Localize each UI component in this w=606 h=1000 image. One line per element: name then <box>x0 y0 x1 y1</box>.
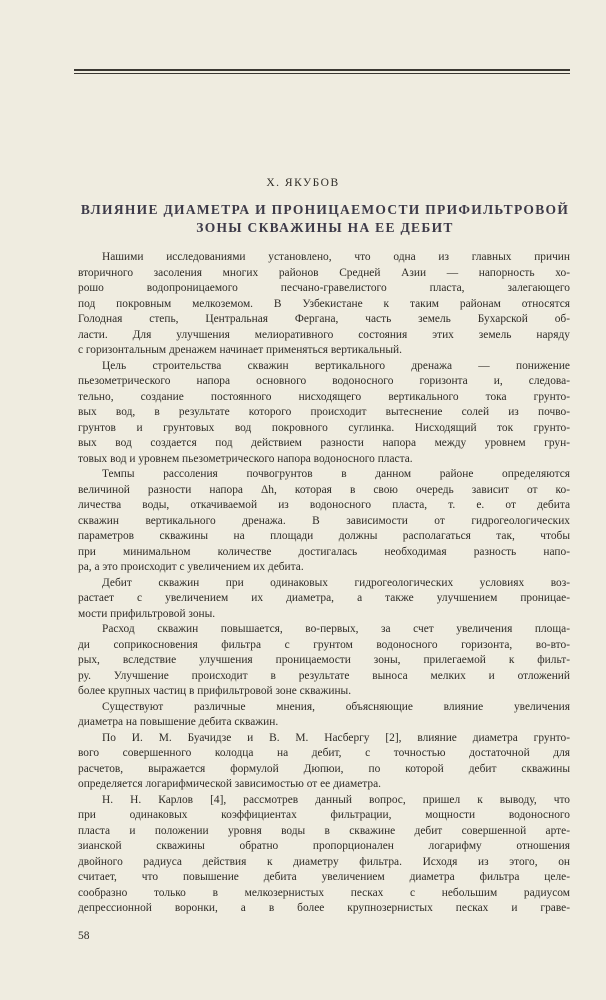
text-line: ра, а это происходит с увеличением их дебита. <box>78 561 304 573</box>
text-line: вого совершенного колодца на дебит, с точностью достаточной для <box>78 747 570 759</box>
text-line: По И. М. Буачидзе и В. М. Насбергу [2], влияние диаметра грунто- <box>102 731 570 744</box>
title-line: ВЛИЯНИЕ ДИАМЕТРА И ПРОНИЦАЕМОСТИ ПРИФИЛЬТРОВОЙ <box>80 202 570 217</box>
text-line: расчетов, выражается формулой Дюпюи, по которой дебит скважины <box>78 762 570 775</box>
text-line: тельно, создание постоянного нисходящего вертикального тока грунто- <box>78 390 570 403</box>
text-line: вых вод создается под действием разности напора между уровнем грун- <box>78 437 570 449</box>
text-line: определяется логарифмической зависимостью от ее диаметра. <box>78 778 381 790</box>
text-line: пласта и положении уровня воды в скважине дебит совершенной арте- <box>78 824 570 837</box>
text-line: личества воды, откачиваемой из водоносного пласта, т. е. от дебита <box>78 499 570 511</box>
text-line: зианской скважины обратно пропорционален логарифму отношения <box>78 840 570 852</box>
text-line: грунтов и грунтовых вод покровного суглинка. Нисходящий ток грунто- <box>78 421 570 434</box>
text-line: с горизонтальным дренажем начинает применяться вертикальный. <box>78 344 402 356</box>
text-line: товых вод и уровнем пьезометрического напора водоносного пласта. <box>78 452 413 465</box>
text-line: Н. Н. Карлов [4], рассмотрев данный вопрос, пришел к выводу, что <box>102 793 570 806</box>
text-line: рых, вследствие улучшения проницаемости зоны, прилегаемой к фильт- <box>78 654 570 666</box>
text-line: Существуют различные мнения, объясняющие влияние увеличения <box>102 700 570 713</box>
article-author: Х. ЯКУБОВ <box>266 177 340 189</box>
text-line: мости прифильтровой зоны. <box>78 607 216 620</box>
text-line: растает с увеличением их диаметра, а также улучшением проницае- <box>78 592 570 604</box>
text-line: сообразно только в мелкозернистых песках с небольшим радиусом <box>78 886 570 899</box>
page-number: 58 <box>78 930 90 942</box>
text-line: вых вод, в результате которого происходит вытеснение солей из почво- <box>78 406 570 418</box>
text-line: скважин вертикального дренажа. В зависимости от гидрогеологических <box>78 514 570 527</box>
text-line: величиной разности напора Δh, которая в свою очередь зависит от ко- <box>78 483 570 496</box>
text-line: при минимальном количестве достигалась необходимая разность напо- <box>78 545 570 558</box>
text-line: Нашими исследованиями установлено, что одна из главных причин <box>102 251 570 263</box>
text-line: диаметра на повышение дебита скважин. <box>78 716 279 728</box>
text-line: Темпы рассоления почвогрунтов в данном районе определяются <box>102 468 570 480</box>
text-line: ру. Улучшение происходит в результате выноса мелких и отложений <box>78 669 570 682</box>
text-line: считает, что повышение дебита увеличением диаметра фильтра целе- <box>78 871 570 883</box>
text-line: пьезометрического напора основного водоносного горизонта и, следова- <box>78 375 570 387</box>
text-line: Цель строительства скважин вертикального дренажа — понижение <box>102 359 570 372</box>
article-body <box>78 250 570 917</box>
header-rule-thin <box>74 73 570 74</box>
header-rule-thick <box>74 69 570 71</box>
text-line: ди соприкосновения фильтра с грунтом водоносного горизонта, во-вто- <box>78 638 570 651</box>
text-line: под покровным мелкоземом. В Узбекистане к таким районам относятся <box>78 297 570 310</box>
text-line: Дебит скважин при одинаковых гидрогеологических условиях воз- <box>102 576 570 589</box>
text-line: ласти. Для улучшения мелиоративного состояния этих земель наряду <box>78 328 570 341</box>
text-line: параметров скважины на площади должны располагаться так, чтобы <box>78 530 570 542</box>
title-line: ЗОНЫ СКВАЖИНЫ НА ЕЕ ДЕБИТ <box>196 220 454 235</box>
text-line: более крупных частиц в прифильтровой зоне скважины. <box>78 685 352 697</box>
text-line: рошо водопроницаемого песчано-гравелистого пласта, залегающего <box>78 282 570 294</box>
text-line: вторичного засоления многих районов Средней Азии — напорность хо- <box>78 266 570 279</box>
article-title <box>80 201 570 237</box>
text-line: при одинаковых коэффициентах фильтрации, мощности водоносного <box>78 809 570 821</box>
text-line: Голодная степь, Центральная Фергана, часть земель Бухарской об- <box>78 313 570 325</box>
text-line: двойного радиуса действия к диаметру фильтра. Исходя из этого, он <box>78 855 570 868</box>
text-line: Расход скважин повышается, во-первых, за счет увеличения площа- <box>102 623 570 635</box>
text-line: депрессионной воронки, а в более крупнозернистых песках и граве- <box>78 902 570 914</box>
